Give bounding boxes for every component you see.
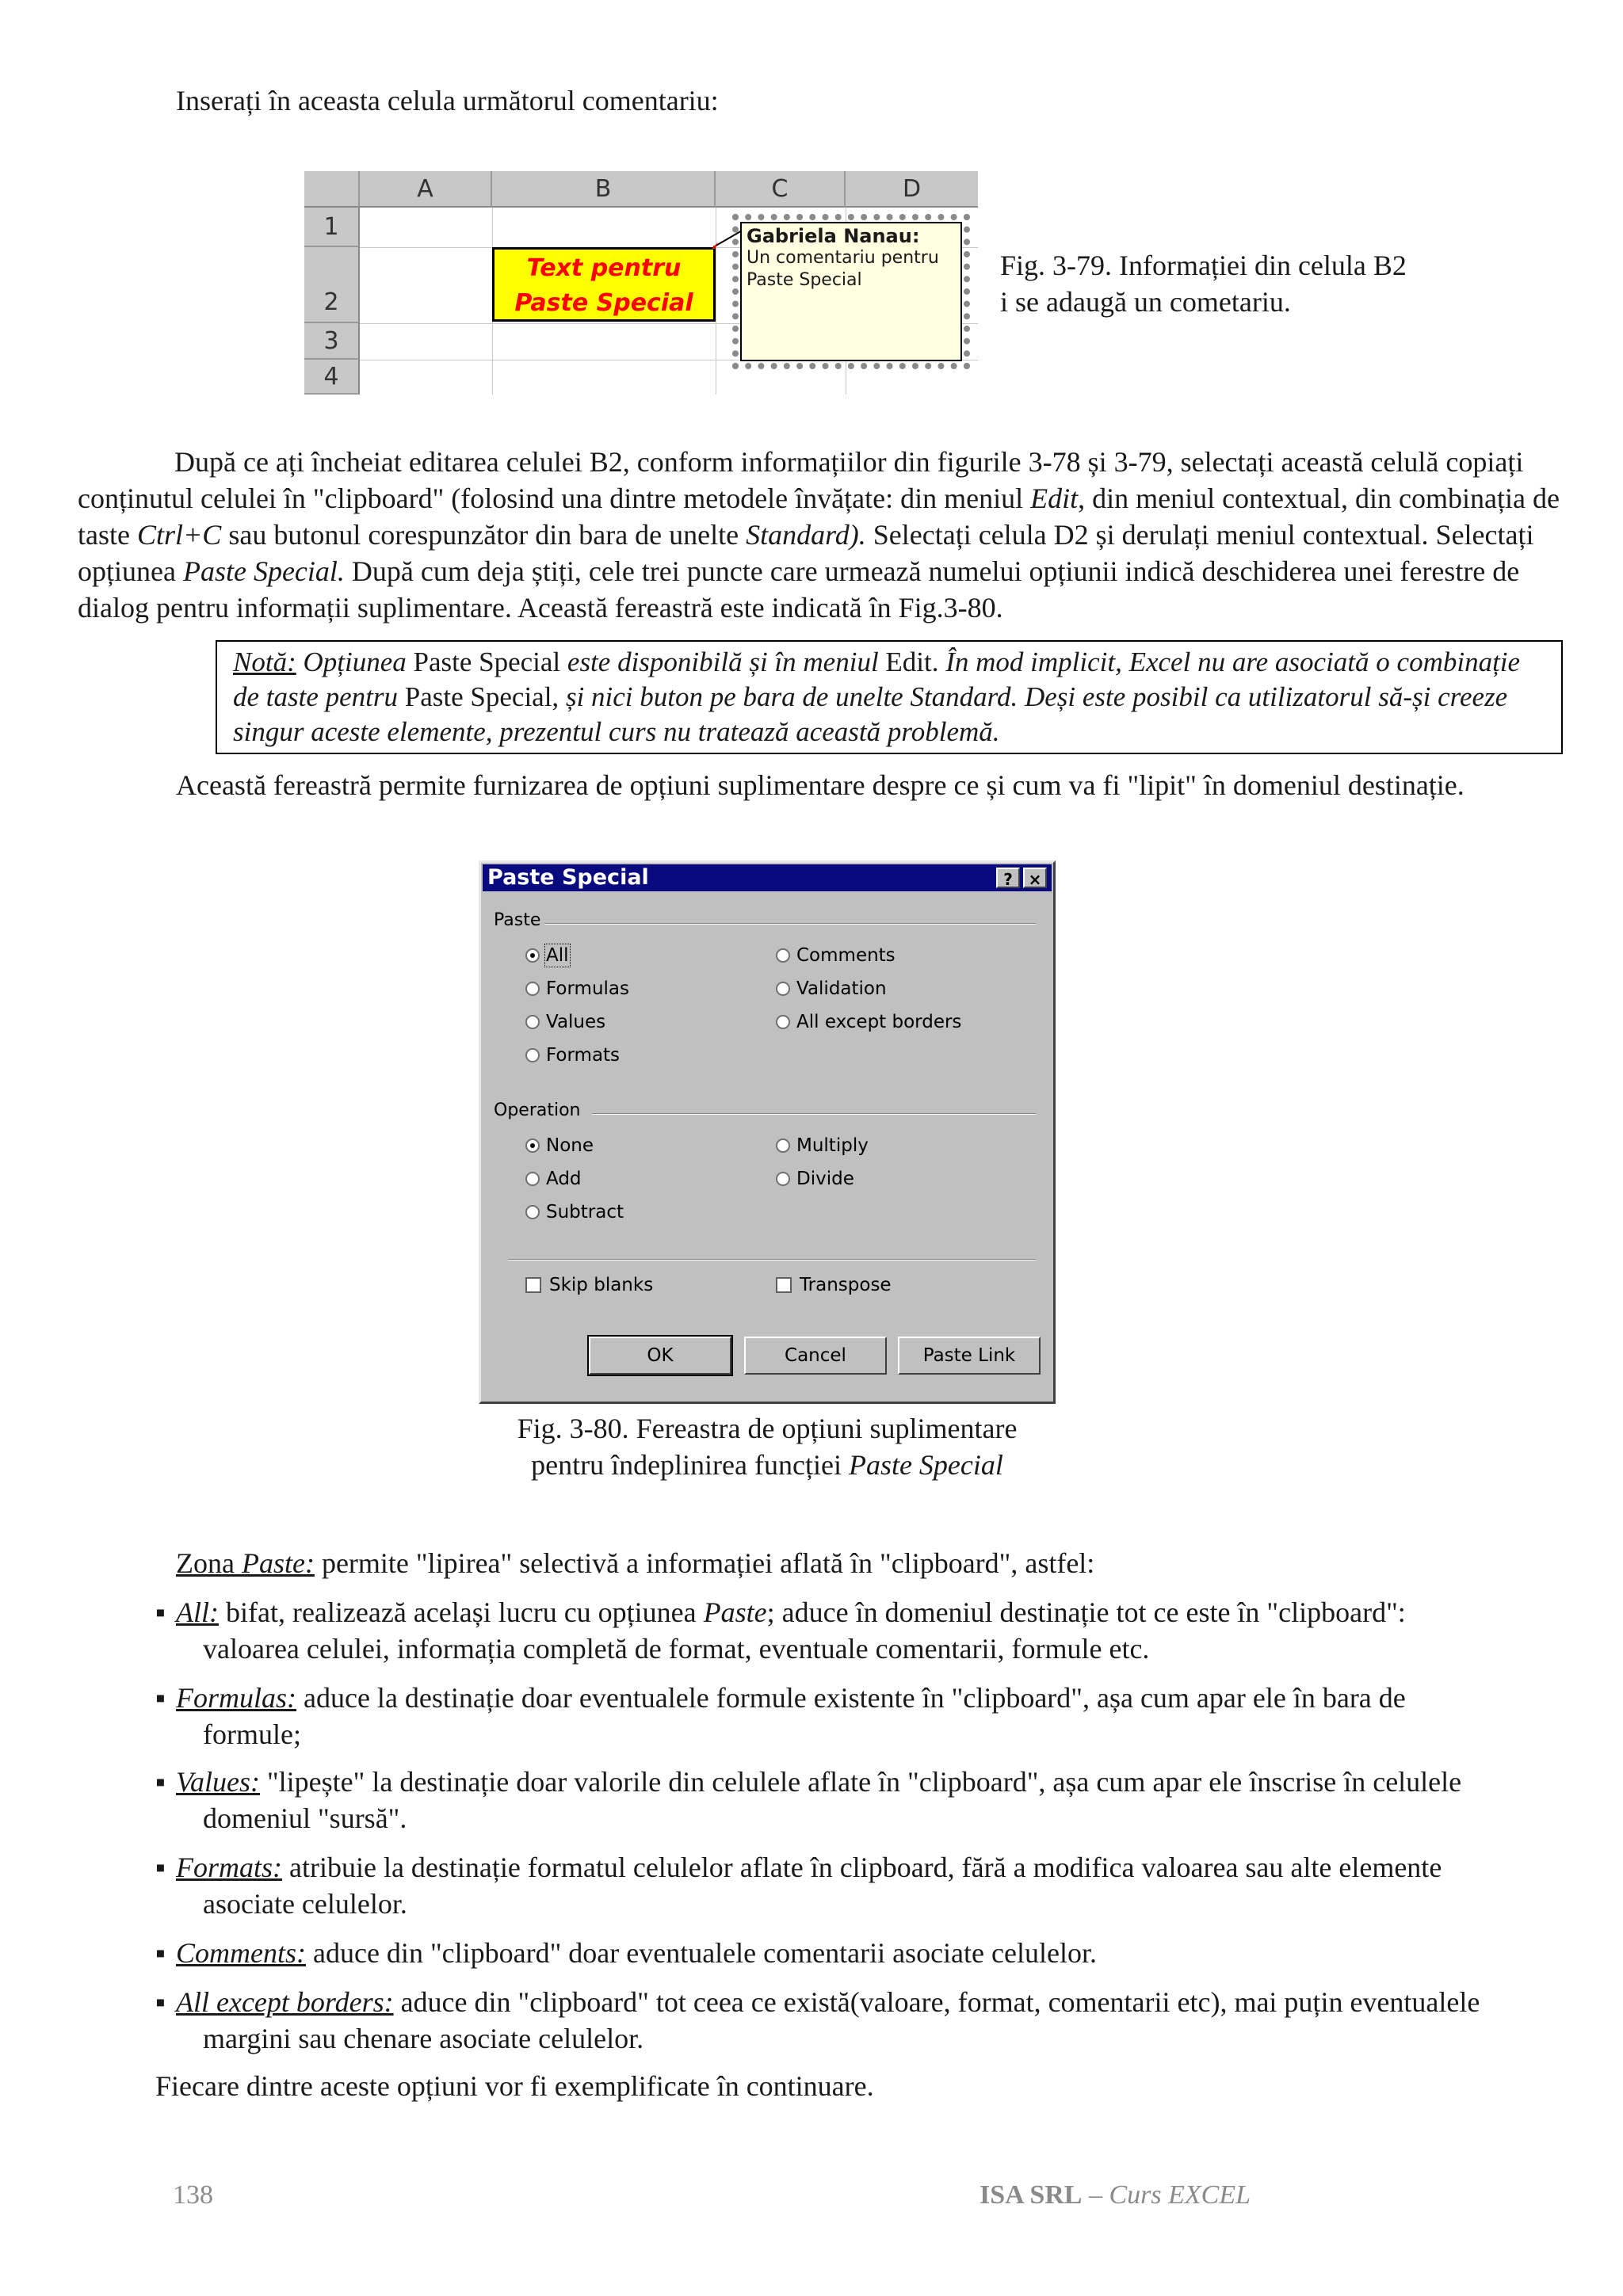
excel-figure bbox=[304, 171, 978, 395]
radio-multiply[interactable]: Multiply bbox=[776, 1134, 869, 1158]
comment-line1: Un comentariu pentru bbox=[747, 248, 939, 268]
footer-title: ISA SRL – Curs EXCEL bbox=[980, 2180, 1251, 2210]
list-item: ▪ Formats: atribuie la destinație formatul celulelor aflate în clipboard, fără a modifica valoarea sau alte elemente asociate celulelor. bbox=[155, 1852, 1442, 1920]
paste-special-dialog bbox=[479, 860, 1056, 1404]
radio-none[interactable]: None bbox=[525, 1134, 594, 1158]
cell-b2-line2: Paste Special bbox=[514, 289, 693, 317]
checkbox-icon bbox=[776, 1277, 792, 1293]
radio-all-except-borders[interactable]: All except borders bbox=[776, 1010, 961, 1034]
radio-subtract[interactable]: Subtract bbox=[525, 1200, 624, 1224]
cell-comment-box[interactable] bbox=[740, 222, 962, 361]
cancel-button[interactable]: Cancel bbox=[744, 1337, 887, 1375]
page-number: 138 bbox=[173, 2180, 213, 2210]
zone-paste-intro: Zona Paste: permite "lipirea" selectivă a informației aflată în "clipboard", astfel: bbox=[176, 1547, 1095, 1579]
dialog-title: Paste Special bbox=[487, 865, 649, 890]
help-button[interactable]: ? bbox=[996, 868, 1020, 888]
note-label: Notă: bbox=[233, 646, 296, 677]
fig80-caption-line1: Fig. 3-80. Fereastra de opțiuni suplimentare bbox=[517, 1413, 1018, 1444]
cell-b2[interactable] bbox=[492, 247, 716, 322]
list-item: ▪ All: bifat, realizează același lucru cu opțiunea Paste; aduce în domeniul destinație tot ce este în "clipboard": valoarea celulei, informația completă de format, eventuale comentarii, formule etc. bbox=[155, 1596, 1406, 1665]
intro-text: Inserați în aceasta celula următorul comentariu: bbox=[176, 85, 719, 116]
list-item: ▪ All except borders: aduce din "clipboard" tot ceea ce există(valoare, format, comentarii etc), mai puțin eventualele margini sau chenare asociate celulelor. bbox=[155, 1986, 1480, 2054]
corner-header bbox=[304, 171, 360, 208]
paste-group-label: Paste bbox=[494, 910, 541, 930]
comment-author: Gabriela Nanau: bbox=[747, 225, 920, 247]
transpose-checkbox[interactable]: Transpose bbox=[776, 1273, 892, 1297]
list-item: ▪ Values: "lipește" la destinație doar valorile din celulele aflate în "clipboard", așa cum apar ele înscrise în celulele domeniul "sursă". bbox=[155, 1766, 1462, 1834]
radio-all[interactable]: All bbox=[525, 944, 569, 967]
row-header: 4 bbox=[304, 360, 360, 395]
radio-selected-icon bbox=[525, 948, 540, 963]
radio-icon bbox=[525, 1205, 540, 1219]
column-header: A bbox=[360, 171, 492, 208]
column-header: C bbox=[716, 171, 846, 208]
operation-group-label: Operation bbox=[494, 1100, 581, 1120]
radio-selected-icon bbox=[525, 1138, 540, 1153]
radio-formats[interactable]: Formats bbox=[525, 1043, 620, 1067]
ok-button[interactable]: OK bbox=[589, 1337, 731, 1375]
close-button[interactable]: × bbox=[1023, 868, 1047, 888]
radio-comments[interactable]: Comments bbox=[776, 944, 896, 967]
radio-formulas[interactable]: Formulas bbox=[525, 977, 629, 1001]
fig79-caption-line1: Fig. 3-79. Informației din celula B2 bbox=[1000, 250, 1407, 281]
skip-blanks-checkbox[interactable]: Skip blanks bbox=[525, 1273, 653, 1297]
fig79-caption bbox=[1000, 247, 1407, 320]
fig79-caption-line2: i se adaugă un cometariu. bbox=[1000, 286, 1291, 318]
note-box: Notă: Opțiunea Paste Special este disponibilă și în meniul Edit. În mod implicit, Excel nu are asociată o combinație de taste pentru Paste Special, și nici buton pe bara de unelte Standard. Deși este posibil ca utilizatorul să-și creeze singur aceste elemente, prezentul curs nu tratează această problemă. bbox=[216, 640, 1563, 754]
row-header: 1 bbox=[304, 208, 360, 247]
radio-add[interactable]: Add bbox=[525, 1167, 582, 1191]
radio-validation[interactable]: Validation bbox=[776, 977, 887, 1001]
fig80-caption bbox=[479, 1410, 1056, 1483]
radio-divide[interactable]: Divide bbox=[776, 1167, 854, 1191]
radio-icon bbox=[776, 948, 790, 963]
radio-icon bbox=[525, 1015, 540, 1029]
row-header: 3 bbox=[304, 323, 360, 360]
paste-link-button[interactable]: Paste Link bbox=[898, 1337, 1041, 1375]
body-paragraph-1: După ce ați încheiat editarea celulei B2, conform informațiilor din figurile 3-78 și 3-79, selectați această celulă copiați conținutul celulei în "clipboard" (folosind una dintre metodele învățate: din meniul Edit, din meniul contextual, din combinația de taste Ctrl+C sau butonul corespunzător din bara de unelte Standard). Selectați celula D2 și derulați meniul contextual. Selectați opțiunea Paste Special. După cum deja știți, cele trei puncte care urmează numelui opțiunii indică deschiderea unei ferestre de dialog pentru informații suplimentare. Această fereastră este indicată în Fig.3-80. bbox=[78, 446, 1560, 624]
radio-icon bbox=[525, 1048, 540, 1062]
radio-icon bbox=[776, 1172, 790, 1186]
row-header: 2 bbox=[304, 247, 360, 323]
dialog-titlebar bbox=[483, 864, 1052, 891]
radio-values[interactable]: Values bbox=[525, 1010, 605, 1034]
radio-icon bbox=[525, 1172, 540, 1186]
fig80-caption-line2: pentru îndeplinirea funcției Paste Special bbox=[531, 1449, 1003, 1481]
list-item: ▪ Comments: aduce din "clipboard" doar eventualele comentarii asociate celulelor. bbox=[155, 1937, 1097, 1969]
radio-icon bbox=[776, 1015, 790, 1029]
column-header: B bbox=[492, 171, 716, 208]
list-item: ▪ Formulas: aduce la destinație doar eventualele formule existente în "clipboard", așa cum apar ele în bara de formule; bbox=[155, 1682, 1406, 1750]
body-paragraph-2: Această fereastră permite furnizarea de opțiuni suplimentare despre ce și cum va fi "lipit" în domeniul destinație. bbox=[176, 769, 1465, 801]
closing-text: Fiecare dintre aceste opțiuni vor fi exemplificate în continuare. bbox=[155, 2070, 874, 2102]
comment-line2: Paste Special bbox=[747, 270, 862, 290]
cell-b2-line1: Text pentru bbox=[526, 254, 682, 282]
checkbox-icon bbox=[525, 1277, 541, 1293]
footer-company: ISA SRL bbox=[980, 2180, 1083, 2210]
radio-icon bbox=[525, 982, 540, 996]
radio-icon bbox=[776, 982, 790, 996]
radio-icon bbox=[776, 1138, 790, 1153]
footer-course: Curs EXCEL bbox=[1109, 2180, 1251, 2210]
column-header: D bbox=[846, 171, 978, 208]
